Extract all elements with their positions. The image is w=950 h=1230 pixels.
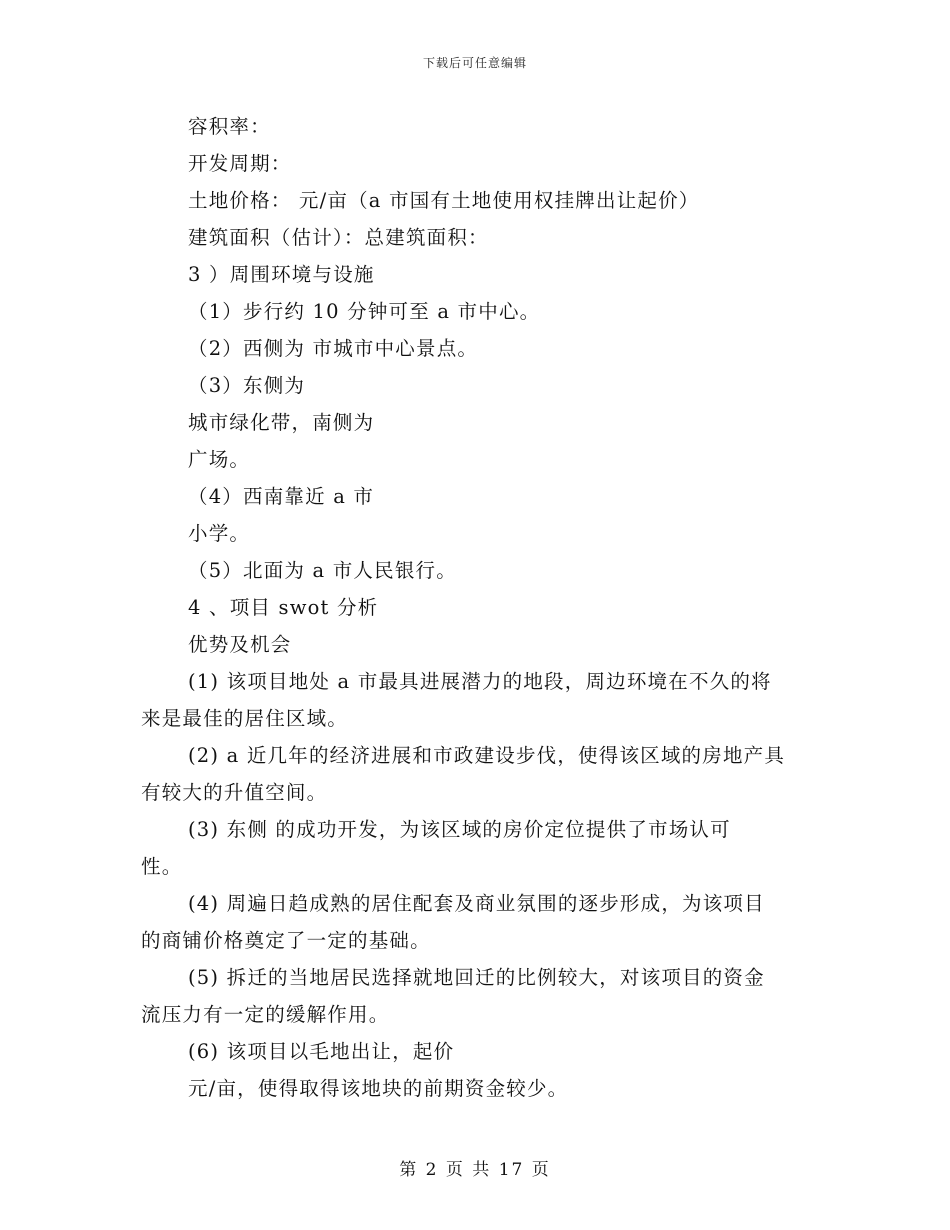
text-line: 性。 [141,855,183,878]
text-line: 容积率： [188,115,271,138]
text-line: 3 ）周围环境与设施 [188,263,375,286]
text-line: （3）东侧为 [188,374,306,397]
text-line: (6) 该项目以毛地出让，起价 [188,1040,455,1063]
text-line: (4) 周遍日趋成熟的居住配套及商业氛围的逐步形成，为该项目 [188,892,765,915]
page-header: 下载后可任意编辑 [422,56,527,70]
text-line: 流压力有一定的缓解作用。 [141,1003,390,1026]
text-line: 优势及机会 [188,633,292,656]
text-line: (2) a 近几年的经济进展和市政建设步伐，使得该区域的房地产具 [188,744,786,767]
text-line: 土地价格： 元/亩（a 市国有土地使用权挂牌出让起价） [188,189,700,212]
text-line: 来是最佳的居住区域。 [141,707,349,730]
text-line: 小学。 [188,522,251,545]
text-line: 开发周期： [188,152,292,175]
text-line: （2）西侧为 市城市中心景点。 [188,337,479,360]
text-line: (5) 拆迁的当地居民选择就地回迁的比例较大，对该项目的资金 [188,966,765,989]
text-line: 城市绿化带，南侧为 [188,411,375,434]
text-line: 元/亩，使得取得该地块的前期资金较少。 [188,1077,569,1100]
text-line: 有较大的升值空间。 [141,781,328,804]
text-line: 的商铺价格奠定了一定的基础。 [141,929,431,952]
text-line: 建筑面积（估计）：总建筑面积： [188,226,489,249]
page-number-footer: 第 2 页 共 17 页 [399,1160,551,1180]
text-line: （4）西南靠近 a 市 [188,485,375,508]
text-line: 4 、项目 swot 分析 [188,596,379,619]
text-line: (3) 东侧 的成功开发，为该区域的房价定位提供了市场认可 [188,818,731,841]
text-line: (1) 该项目地处 a 市最具进展潜力的地段，周边环境在不久的将 [188,670,772,693]
text-line: （1）步行约 10 分钟可至 a 市中心。 [188,300,541,323]
text-line: （5）北面为 a 市人民银行。 [188,559,457,582]
text-line: 广场。 [188,448,251,471]
